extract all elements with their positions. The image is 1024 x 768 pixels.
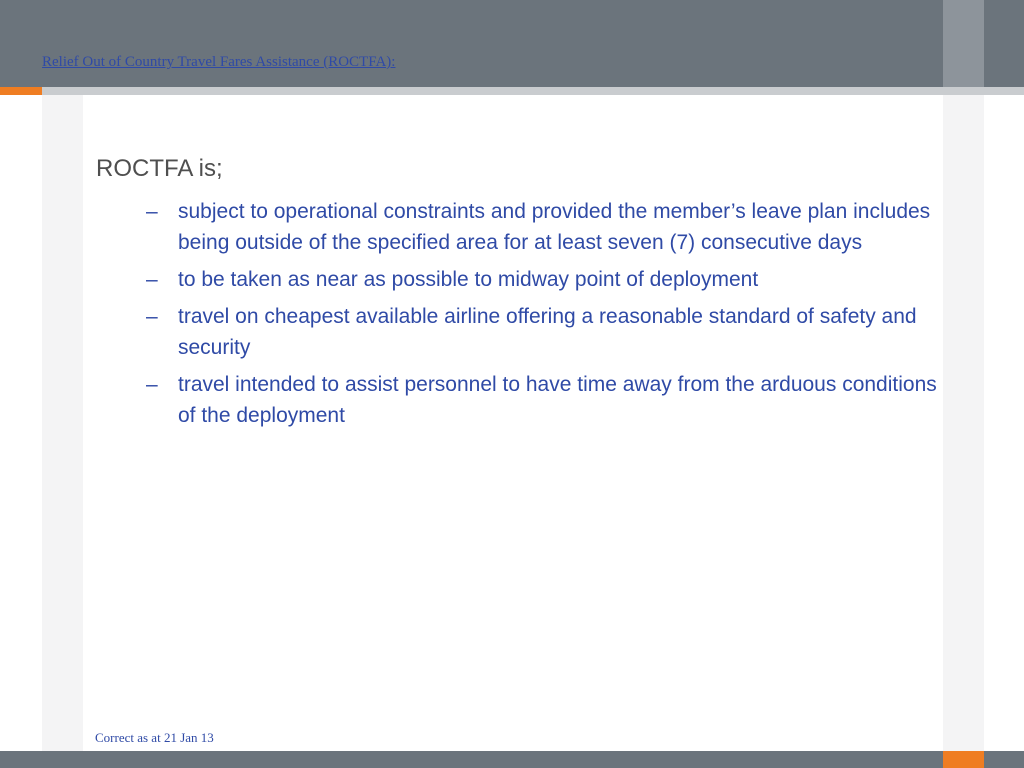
bullet-item	[96, 264, 956, 295]
bullet-list	[96, 196, 956, 431]
bullet-dash: –	[146, 373, 158, 396]
bullet-item	[96, 196, 956, 258]
header-side-panel	[943, 0, 984, 87]
accent-orange-block	[0, 87, 42, 95]
slide-title: Relief Out of Country Travel Fares Assistance (ROCTFA):	[42, 54, 396, 70]
accent-strip	[0, 87, 1024, 95]
slide-content	[96, 152, 956, 437]
bullet-text: subject to operational constraints and provided the member’s leave plan includes being outside of the specified area for at least seven (7) consecutive days	[178, 200, 931, 254]
bullet-item	[96, 369, 956, 431]
bullet-dash: –	[146, 200, 158, 223]
bullet-text: travel on cheapest available airline offering a reasonable standard of safety and security	[178, 305, 917, 359]
bullet-item	[96, 301, 956, 363]
bullet-dash: –	[146, 268, 158, 291]
footer-note: Correct as at 21 Jan 13	[95, 730, 214, 745]
bullet-dash: –	[146, 305, 158, 328]
header-band	[0, 0, 1024, 87]
bullet-text: to be taken as near as possible to midway point of deployment	[178, 268, 759, 291]
footer-orange-block	[943, 751, 984, 768]
content-heading: ROCTFA is;	[96, 155, 223, 182]
left-side-panel	[42, 95, 83, 751]
footer-band	[0, 751, 1024, 768]
bullet-text: travel intended to assist personnel to have time away from the arduous conditions of the deployment	[178, 373, 937, 427]
